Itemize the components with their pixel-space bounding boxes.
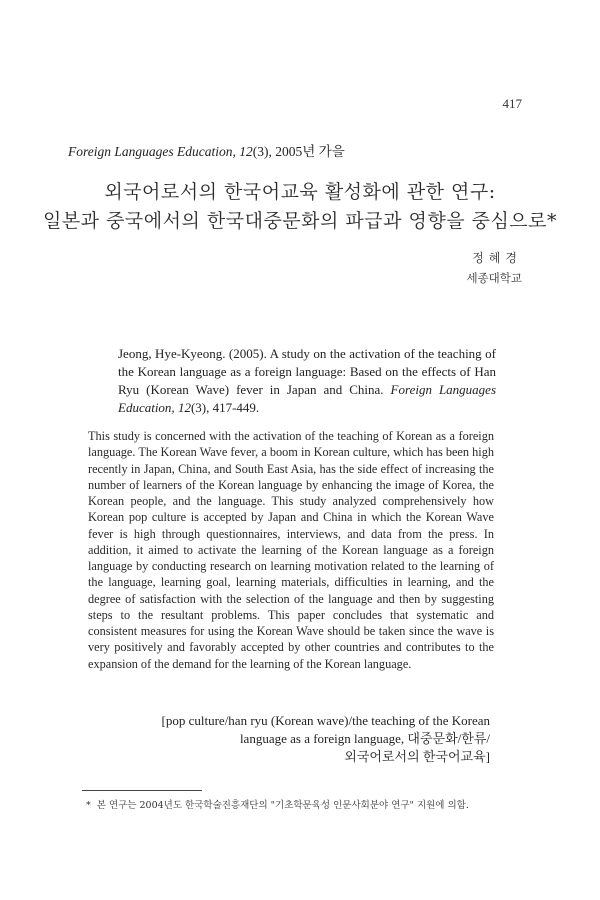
keywords-line-1: [pop culture/han ryu (Korean wave)/the teaching of the Korean [161,713,490,728]
journal-issue-season: (3), 2005년 가을 [252,144,345,159]
citation-pages: (3), 417-449. [190,400,260,415]
journal-volume: 12 [239,144,253,159]
abstract-paragraph: This study is concerned with the activation of the teaching of Korean as a foreign language. The Korean Wave fever, a boom in Korean culture, which has been high recently in Japan, China, and South East Asia, has the side effect of increasing the number of learners of the Korean language by enhancing the image of Korea, the Korean people, and the language. This study analyzed comprehensively how Korean pop culture is accepted by Japan and China in which the Korean Wave fever is high through questionnaires, interviews, and data from the press. In addition, it aimed to activate the learning of the Korean language as a foreign language by conducting research on learning motivation related to the learning of the language, learning goal, learning materials, difficulties in learning, and the degree of satisfaction with the selection of the language and then by suggesting steps to the resultant problems. This paper concludes that systematic and consistent measures for using the Korean Wave should be taken since the wave is very positively and favorably accepted by other countries and contributes to the expansion of the demand for the learning of the Korean language. [88,429,494,671]
footnote-marker: * [86,800,91,811]
paper-title-line-1: 외국어로서의 한국어교육 활성화에 관한 연구: [104,181,496,203]
author-affiliation: 세종대학교 [466,271,522,285]
paper-title-line-2: 일본과 중국에서의 한국대중문화의 파급과 영향을 중심으로* [42,210,558,232]
journal-citation-line [68,140,345,160]
keywords-line-3: 외국어로서의 한국어교육] [344,749,490,764]
citation-text: Jeong, Hye-Kyeong. (2005). A study on the activation of the teaching of the Korean language as a foreign language: Based on the effects of Han Ryu (Korean Wave) fever in Japan and China. [118,346,496,397]
citation-volume: 12 [177,400,191,415]
author-block [466,248,522,288]
keywords-block [162,712,490,766]
citation-journal: Foreign Languages Education, [118,382,496,415]
reference-citation [118,345,496,417]
author-name: 정혜경 [472,251,522,265]
journal-name: Foreign Languages Education, [68,144,236,159]
paper-title [0,178,600,236]
footnote [86,797,526,811]
footnote-divider [82,790,202,791]
footnote-text: 본 연구는 2004년도 한국학술진흥재단의 "기초학문육성 인문사회분야 연구" 지원에 의함. [96,800,469,811]
keywords-line-2: language as a foreign language, 대중문화/한류/ [239,731,490,746]
page-number: 417 [502,96,522,111]
